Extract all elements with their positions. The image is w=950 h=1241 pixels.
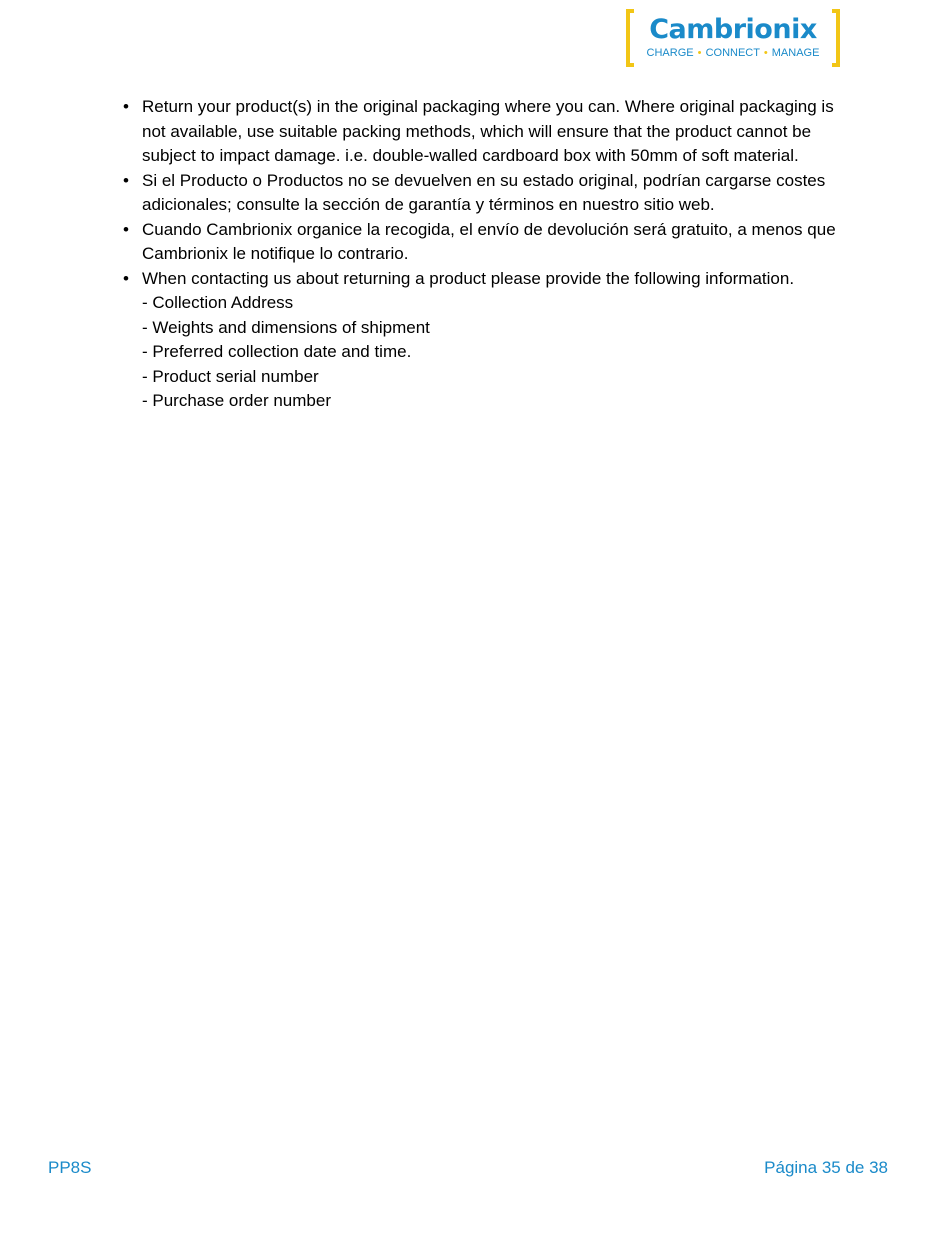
- bullet-icon: •: [123, 268, 129, 288]
- list-item: [120, 267, 850, 414]
- info-item-serial-number: - Product serial number: [142, 366, 319, 386]
- logo-left-bracket: [626, 9, 634, 67]
- list-item-text: Return your product(s) in the original packaging where you can. Where original packaging is not available, use suitable packing methods, which will ensure that the product cannot be subject to impact damage. i.e. double-walled cardboard box with 50mm of soft material.: [142, 97, 834, 165]
- info-item-collection-address: - Collection Address: [142, 293, 294, 312]
- info-item-collection-date: - Preferred collection date and time.: [142, 342, 412, 361]
- list-item-text: Si el Producto o Productos no se devuelven en su estado original, podrían cargarse costes adicionales; consulte la sección de garantía y términos en nuestro sitio web.: [142, 170, 826, 214]
- logo-right-bracket: [832, 9, 840, 67]
- bullet-icon: •: [123, 97, 129, 116]
- list-item: [120, 169, 850, 218]
- page-content: [120, 95, 850, 414]
- footer-document-code: PP8S: [48, 1158, 92, 1177]
- tagline-dot-icon: •: [763, 47, 768, 59]
- tagline-word-manage: MANAGE: [771, 47, 820, 59]
- bullet-icon: •: [123, 219, 129, 239]
- info-item-weights-dimensions: - Weights and dimensions of shipment: [142, 317, 430, 337]
- logo-name: Cambrionix: [649, 14, 817, 45]
- list-item: [120, 218, 850, 267]
- cambrionix-logo: [626, 9, 840, 67]
- logo-tagline: [640, 47, 826, 60]
- footer-page-number: Página 35 de 38: [764, 1158, 888, 1177]
- bullet-icon: •: [123, 170, 129, 190]
- list-item: [120, 95, 850, 169]
- list-item-text: Cuando Cambrionix organice la recogida, el envío de devolución será gratuito, a menos que Cambrionix le notifique lo contrario.: [142, 219, 836, 263]
- list-item-text: When contacting us about returning a product please provide the following information.: [142, 268, 795, 288]
- tagline-dot-icon: •: [697, 47, 702, 59]
- tagline-word-connect: CONNECT: [705, 47, 760, 59]
- tagline-word-charge: CHARGE: [646, 47, 694, 59]
- info-item-purchase-order: - Purchase order number: [142, 391, 331, 410]
- bullet-list: [120, 95, 850, 414]
